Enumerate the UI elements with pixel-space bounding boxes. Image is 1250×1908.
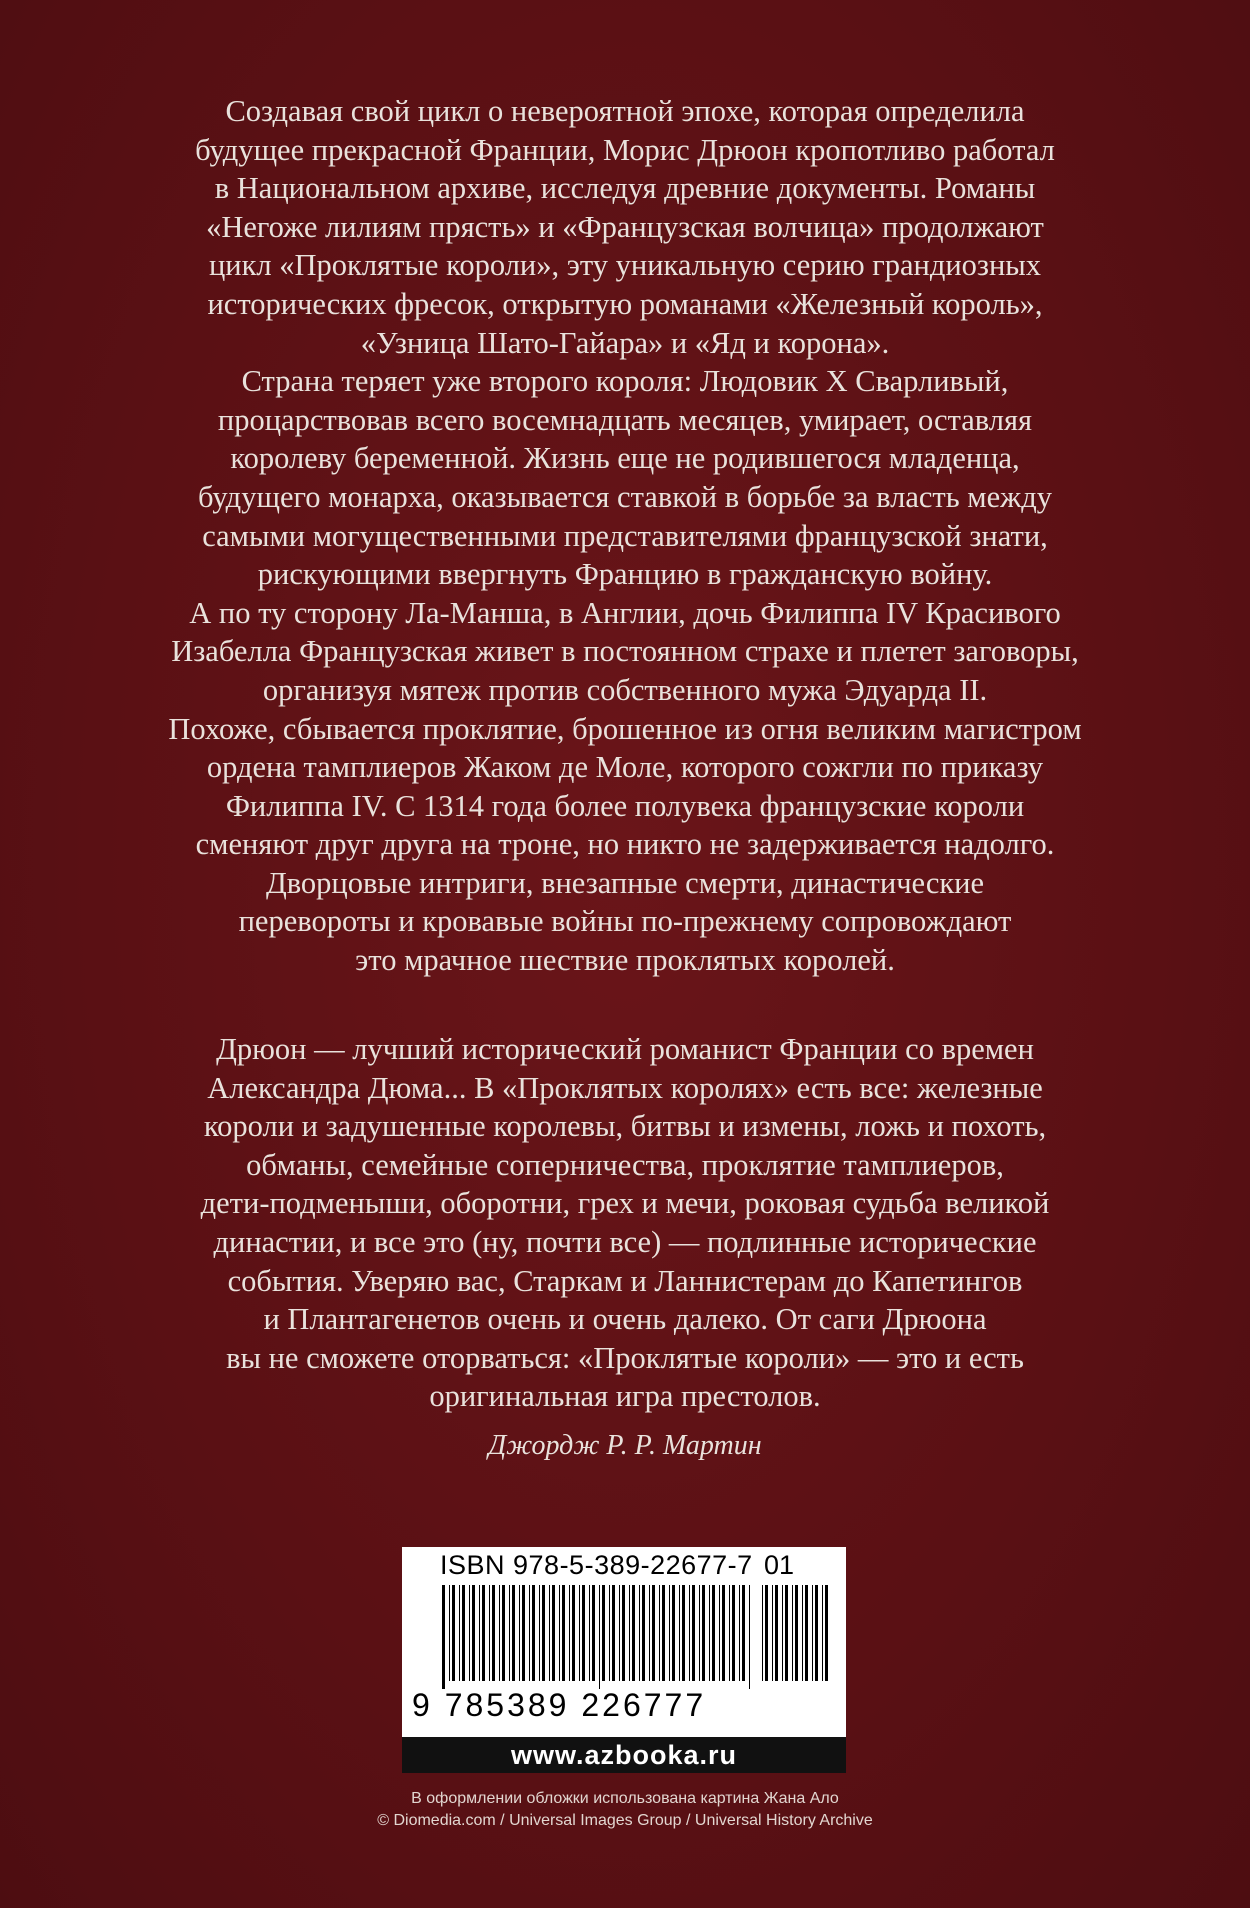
barcode-bar [689, 1585, 690, 1681]
barcode-bar [452, 1585, 455, 1681]
barcode-bar [449, 1585, 450, 1681]
blurb-line: цикл «Проклятые короли», эту уникальную серию грандиозных [208, 248, 1042, 283]
barcode-bar [729, 1585, 730, 1681]
barcode-bar [579, 1585, 580, 1681]
barcode-bar [712, 1585, 715, 1681]
barcode-addon-bars-icon [762, 1585, 828, 1689]
quote-line: династии, и все это (ну, почти все) — подлинные исторические [213, 1224, 1037, 1259]
barcode-bar [589, 1585, 590, 1681]
blurb-line: А по ту сторону Ла-Манша, в Англии, дочь Филиппа IV Красивого [189, 595, 1061, 630]
barcode-bar [659, 1585, 660, 1681]
barcode-digits: 9 785389 226777 [412, 1687, 707, 1723]
barcode-bars-icon [442, 1585, 752, 1689]
barcode-bar [532, 1585, 535, 1681]
barcode-bar [462, 1585, 465, 1681]
quote-line: вы не сможете оторваться: «Проклятые короли» — это и есть [226, 1340, 1024, 1375]
quote-line: события. Уверяю вас, Старкам и Ланнистерам до Капетингов [227, 1263, 1023, 1298]
quote-line: дети-подменыши, оборотни, грех и мечи, роковая судьба великой [200, 1186, 1050, 1221]
blurb-line: Дворцовые интриги, внезапные смерти, династические [265, 865, 985, 900]
barcode-bar [559, 1585, 560, 1681]
barcode-bar [539, 1585, 540, 1681]
blurb-line: Филиппа IV. С 1314 года более полувека французские короли [225, 788, 1025, 823]
barcode-bar [522, 1585, 525, 1681]
barcode-bar [472, 1585, 475, 1681]
barcode-bar [722, 1585, 725, 1681]
barcode-bar [739, 1585, 740, 1681]
blurb-line: будущего монарха, оказывается ставкой в борьбе за власть между [198, 479, 1052, 514]
blurb-line: рискующими ввергнуть Францию в гражданскую войну. [257, 557, 993, 592]
review-quote [90, 1030, 1160, 1416]
barcode-bar [822, 1585, 823, 1681]
barcode-bar [642, 1585, 645, 1681]
barcode-bar [592, 1585, 595, 1681]
barcode-bar [749, 1585, 750, 1689]
blurb-line: сменяют друг друга на троне, но никто не задерживается надолго. [195, 827, 1055, 862]
barcode-bar [562, 1585, 565, 1681]
barcode-bar [742, 1585, 745, 1681]
barcode-bar [702, 1585, 705, 1681]
barcode-bar [699, 1585, 700, 1681]
barcode-bar [552, 1585, 555, 1681]
barcode-bar [499, 1585, 500, 1681]
quote-line: оригинальная игра престолов. [429, 1379, 821, 1414]
blurb-line: Изабелла Французская живет в постоянном страхе и плетет заговоры, [171, 634, 1079, 669]
quote-line: Дрюон — лучший исторический романист Франции со времен [216, 1032, 1034, 1066]
isbn-label: ISBN 978-5-389-22677-7 [440, 1550, 753, 1580]
barcode-bar [762, 1585, 763, 1681]
barcode-bar [719, 1585, 720, 1681]
barcode-bar [639, 1585, 640, 1681]
barcode-bar [582, 1585, 585, 1681]
barcode-bar [709, 1585, 710, 1681]
barcode-bar [512, 1585, 515, 1681]
barcode-bar [619, 1585, 620, 1681]
barcode-bar [459, 1585, 460, 1681]
blurb-line: Страна теряет уже второго короля: Людовик X Сварливый, [241, 364, 1009, 399]
barcode-bar [815, 1585, 818, 1681]
barcode-bar [765, 1585, 768, 1681]
barcode-bar [682, 1585, 685, 1681]
blurb-line: будущее прекрасной Франции, Морис Дрюон кропотливо работал [195, 132, 1055, 167]
barcode-bar [519, 1585, 520, 1681]
barcode-bar [622, 1585, 625, 1681]
blurb-line: организуя мятеж против собственного мужа Эдуарда II. [262, 672, 988, 707]
barcode-bar [542, 1585, 545, 1681]
blurb-line: исторических фресок, открытую романами «Железный король», [207, 286, 1043, 321]
barcode-bar [482, 1585, 485, 1681]
credits-line: © Diomedia.com / Universal Images Group / Universal History Archive [377, 1812, 873, 1829]
blurb-line: в Национальном архиве, исследуя древние документы. Романы [214, 171, 1036, 206]
blurb-line: королеву беременной. Жизнь еще не родившегося младенца, [230, 441, 1020, 476]
barcode-bar [672, 1585, 675, 1681]
blurb-line: «Негоже лилиям прясть» и «Французская волчица» продолжают [206, 209, 1044, 244]
barcode-bar [785, 1585, 788, 1681]
barcode-bar [772, 1585, 773, 1681]
barcode-bar [549, 1585, 550, 1681]
blurb-line: Похоже, сбывается проклятие, брошенное из огня великим магистром [168, 711, 1082, 746]
blurb-line: перевороты и кровавые войны по-прежнему сопровождают [238, 904, 1012, 939]
barcode-bar [469, 1585, 470, 1681]
barcode-bar [732, 1585, 735, 1681]
barcode-bar [609, 1585, 610, 1681]
barcode-bar [782, 1585, 783, 1681]
barcode-bar [492, 1585, 495, 1681]
barcode-bar [795, 1585, 798, 1681]
blurb-line: процарствовав всего восемнадцать месяцев, умирает, оставляя [217, 402, 1033, 437]
blurb-line: самыми могущественными представителями французской знати, [202, 518, 1048, 553]
blurb-line: Создавая свой цикл о невероятной эпохе, которая определила [225, 94, 1025, 128]
barcode-bar [569, 1585, 570, 1681]
blurb-text [90, 92, 1160, 980]
quote-author: Джордж Р. Р. Мартин [488, 1430, 762, 1461]
credits-line: В оформлении обложки использована картина Жана Ало [411, 1790, 839, 1807]
cover-credits [0, 1788, 1250, 1832]
quote-line: обманы, семейные соперничества, проклятие тамплиеров, [246, 1147, 1004, 1182]
barcode-bar [629, 1585, 630, 1681]
barcode-addon-code: 01 [764, 1550, 795, 1580]
barcode-bar [529, 1585, 530, 1681]
barcode-bar [792, 1585, 793, 1681]
barcode-bar [572, 1585, 575, 1681]
blurb-line: ордена тамплиеров Жаком де Моле, которого сожгли по приказу [206, 750, 1044, 785]
barcode-bar [649, 1585, 650, 1681]
barcode-bar [509, 1585, 510, 1681]
barcode-bar [775, 1585, 778, 1681]
barcode-bar [602, 1585, 605, 1681]
barcode-bar [812, 1585, 813, 1681]
blurb-line: «Узница Шато-Гайара» и «Яд и корона». [360, 325, 890, 360]
blurb-line: это мрачное шествие проклятых королей. [355, 943, 895, 978]
barcode-bar [825, 1585, 828, 1681]
barcode-bar [502, 1585, 505, 1681]
publisher-website: www.azbooka.ru [402, 1737, 846, 1773]
isbn-barcode [402, 1547, 846, 1737]
barcode-bar [599, 1585, 600, 1689]
barcode-bar [669, 1585, 670, 1681]
quote-line: короли и задушенные королевы, битвы и измены, ложь и похоть, [203, 1109, 1047, 1144]
barcode-bar [692, 1585, 695, 1681]
barcode-bar [802, 1585, 803, 1681]
barcode-bar [489, 1585, 490, 1681]
barcode-bar [632, 1585, 635, 1681]
barcode-bar [652, 1585, 655, 1681]
barcode-bar [442, 1585, 445, 1689]
barcode-bar [679, 1585, 680, 1681]
quote-line: и Плантагенетов очень и очень далеко. От саги Дрюона [263, 1302, 987, 1337]
barcode-bar [479, 1585, 480, 1681]
barcode-bar [612, 1585, 615, 1681]
barcode-bar [662, 1585, 665, 1681]
barcode-bar [805, 1585, 808, 1681]
quote-line: Александра Дюма... В «Проклятых королях» есть все: железные [207, 1070, 1043, 1105]
